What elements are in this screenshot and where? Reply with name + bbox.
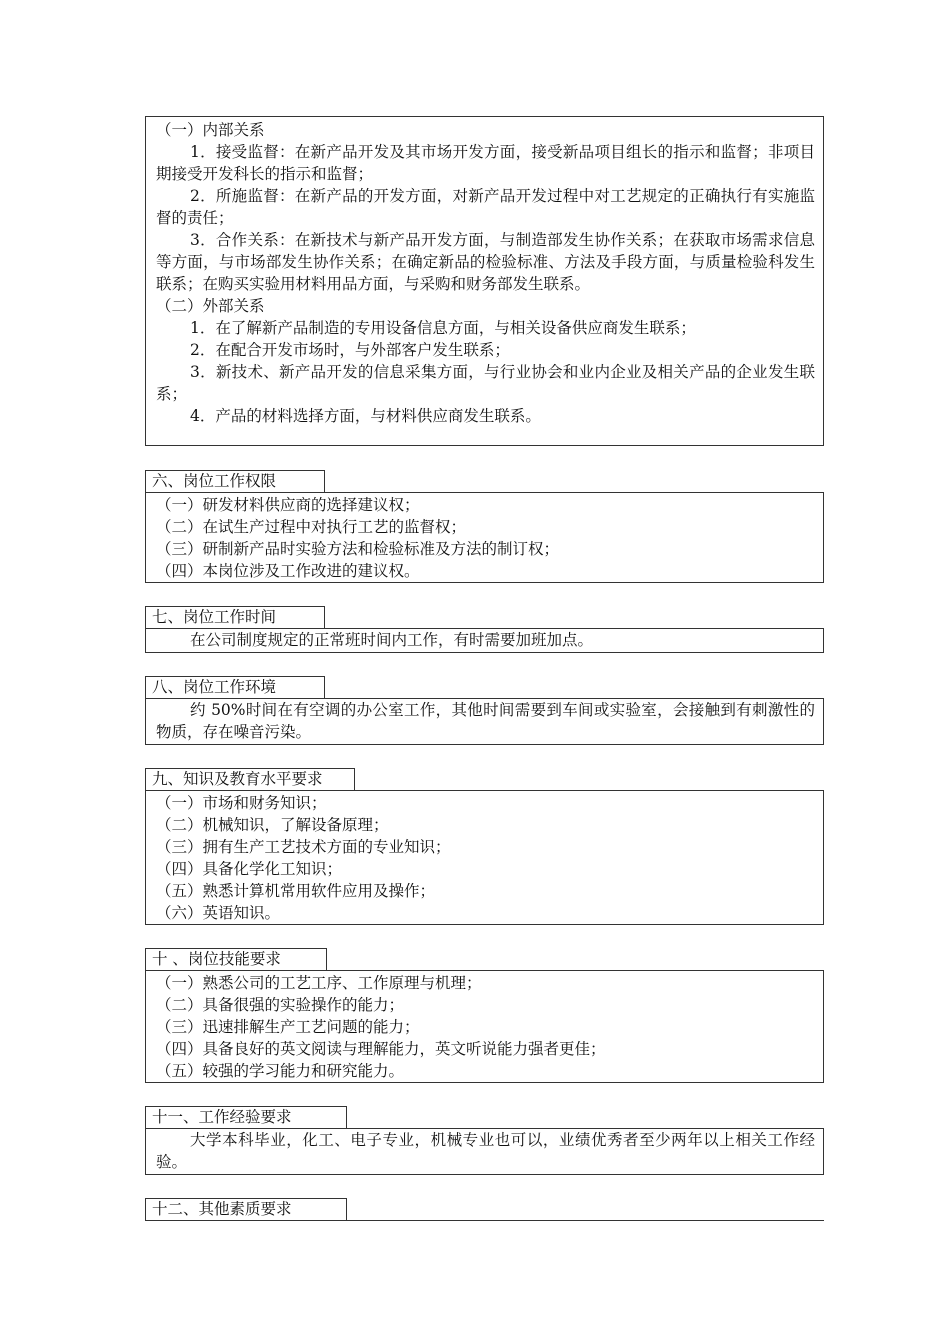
section-9-body xyxy=(145,790,824,925)
knowledge-item: （六）英语知识。 xyxy=(156,904,281,922)
authority-item: （四）本岗位涉及工作改进的建议权。 xyxy=(156,562,420,580)
knowledge-item: （一）市场和财务知识； xyxy=(156,794,327,812)
section-12-title: 十二、其他素质要求 xyxy=(145,1198,347,1221)
knowledge-item: （三）拥有生产工艺技术方面的专业知识； xyxy=(156,838,451,856)
external-relations-title: （二）外部关系 xyxy=(156,297,265,315)
section-10-title: 十 、岗位技能要求 xyxy=(145,948,327,971)
work-environment-text: 约 50%时间在有空调的办公室工作，其他时间需要到车间或实验室，会接触到有刺激性的物质，存在噪音污染。 xyxy=(156,701,815,741)
section-11-body xyxy=(145,1128,824,1175)
section-6-body xyxy=(145,492,824,583)
relations-section xyxy=(145,116,824,446)
external-relation-item: 4．产品的材料选择方面，与材料供应商发生联系。 xyxy=(190,407,541,425)
section-8-title: 八、岗位工作环境 xyxy=(145,676,325,699)
skill-item: （二）具备很强的实验操作的能力； xyxy=(156,996,405,1014)
section-12-rule xyxy=(145,1220,824,1221)
knowledge-item: （二）机械知识，了解设备原理； xyxy=(156,816,389,834)
section-8-body xyxy=(145,698,824,745)
experience-text: 大学本科毕业，化工、电子专业，机械专业也可以，业绩优秀者至少两年以上相关工作经验。 xyxy=(156,1131,815,1171)
external-relation-item: 1．在了解新产品制造的专用设备信息方面，与相关设备供应商发生联系； xyxy=(190,319,696,337)
section-11-title: 十一、工作经验要求 xyxy=(145,1106,347,1129)
authority-item: （三）研制新产品时实验方法和检验标准及方法的制订权； xyxy=(156,540,560,558)
knowledge-item: （四）具备化学化工知识； xyxy=(156,860,343,878)
authority-item: （一）研发材料供应商的选择建议权； xyxy=(156,496,420,514)
skill-item: （四）具备良好的英文阅读与理解能力，英文听说能力强者更佳； xyxy=(156,1040,606,1058)
section-10-body xyxy=(145,970,824,1083)
internal-relations-title: （一）内部关系 xyxy=(156,121,265,139)
internal-relation-item: 1．接受监督：在新产品开发及其市场开发方面，接受新品项目组长的指示和监督；非项目期接受开发科长的指示和监督； xyxy=(156,143,815,183)
internal-relation-item: 3．合作关系：在新技术与新产品开发方面，与制造部发生协作关系；在获取市场需求信息等方面，与市场部发生协作关系；在确定新品的检验标准、方法及手段方面，与质量检验科发生联系；在购买实验用材料用品方面，与采购和财务部发生联系。 xyxy=(156,231,815,293)
section-7-body xyxy=(145,628,824,653)
skill-item: （三）迅速排解生产工艺问题的能力； xyxy=(156,1018,420,1036)
authority-item: （二）在试生产过程中对执行工艺的监督权； xyxy=(156,518,467,536)
section-7-title: 七、岗位工作时间 xyxy=(145,606,325,629)
section-9-title: 九、知识及教育水平要求 xyxy=(145,768,355,791)
internal-relation-item: 2．所施监督：在新产品的开发方面，对新产品开发过程中对工艺规定的正确执行有实施监督的责任； xyxy=(156,187,815,227)
skill-item: （一）熟悉公司的工艺工序、工作原理与机理； xyxy=(156,974,482,992)
knowledge-item: （五）熟悉计算机常用软件应用及操作； xyxy=(156,882,436,900)
work-time-text: 在公司制度规定的正常班时间内工作，有时需要加班加点。 xyxy=(190,631,594,649)
external-relation-item: 3．新技术、新产品开发的信息采集方面，与行业协会和业内企业及相关产品的企业发生联系； xyxy=(156,363,815,403)
external-relation-item: 2．在配合开发市场时，与外部客户发生联系； xyxy=(190,341,510,359)
skill-item: （五）较强的学习能力和研究能力。 xyxy=(156,1062,405,1080)
section-6-title: 六、岗位工作权限 xyxy=(145,470,325,493)
